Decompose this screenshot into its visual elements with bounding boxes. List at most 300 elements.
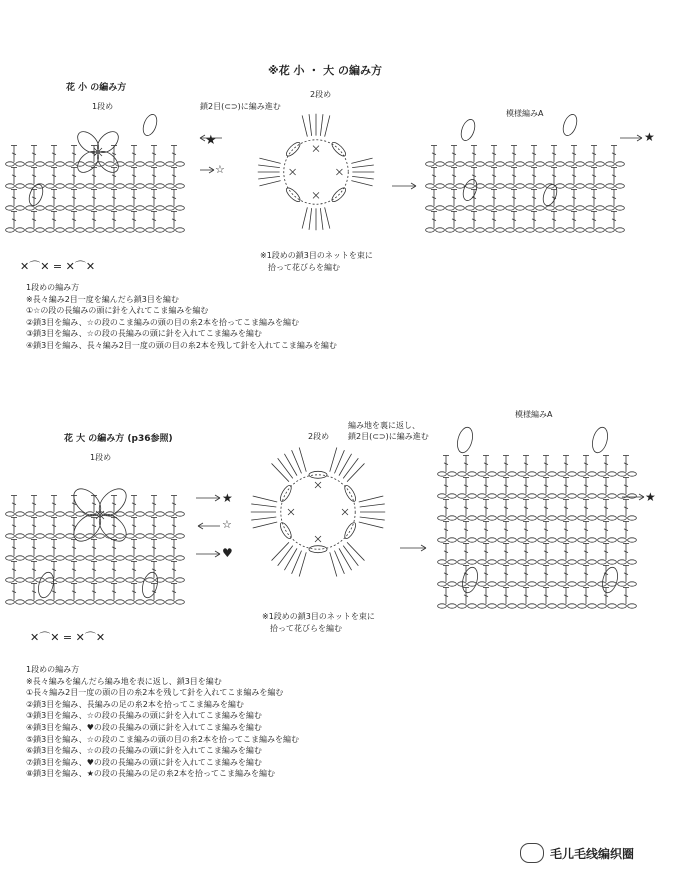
- chain-stitch: [596, 206, 605, 210]
- chain-stitch: [616, 206, 625, 210]
- chain-stitch: [496, 162, 505, 166]
- chain-stitch: [156, 206, 165, 210]
- chain-stitch: [16, 228, 25, 232]
- arrow: [209, 167, 214, 170]
- petal-stitch: [351, 158, 372, 163]
- chain-stitch: [46, 228, 55, 232]
- chain-stitch: [458, 604, 467, 608]
- arrow: [411, 183, 416, 186]
- large-net-note-2: 拾って花びらを編む: [270, 624, 342, 633]
- chain-stitch: [568, 472, 577, 476]
- chain-stitch: [546, 228, 555, 232]
- arrow: [215, 498, 220, 501]
- chain-stitch: [588, 472, 597, 476]
- leaf-petal: [140, 571, 160, 600]
- chain-stitch: [146, 578, 155, 582]
- chain-stitch: [76, 206, 85, 210]
- chain-stitch: [556, 184, 565, 188]
- chain-stitch: [548, 516, 557, 520]
- petal-stitch: [251, 504, 276, 507]
- leaf-petal: [141, 113, 160, 138]
- chain-stitch: [146, 228, 155, 232]
- chain-stitch: [488, 494, 497, 498]
- petal-stitch: [309, 114, 312, 136]
- wechat-icon: [520, 843, 544, 863]
- chain-stitch: [568, 582, 577, 586]
- arrow: [421, 548, 426, 551]
- chain-stitch: [508, 582, 517, 586]
- chain-stitch: [438, 560, 447, 564]
- chain-stitch: [46, 534, 55, 538]
- chain-stitch: [628, 538, 637, 542]
- chain-stitch: [556, 206, 565, 210]
- small-pattern-star-marker: ★: [644, 130, 655, 144]
- chain-stitch: [448, 538, 457, 542]
- chain-stitch: [176, 206, 185, 210]
- chain-stitch: [176, 512, 185, 516]
- small-row2-label: 2段め: [310, 90, 332, 99]
- chain-stitch: [496, 228, 505, 232]
- chain-stitch: [566, 162, 575, 166]
- chain-stitch: [518, 604, 527, 608]
- chain-stitch: [598, 560, 607, 564]
- chain-stitch: [96, 534, 105, 538]
- chain-stitch: [618, 472, 627, 476]
- chain-stitch: [478, 538, 487, 542]
- chain-stitch: [586, 162, 595, 166]
- chain-stitch: [528, 604, 537, 608]
- chain-stitch: [606, 162, 615, 166]
- chain-stitch: [26, 206, 35, 210]
- chain-stitch: [436, 206, 445, 210]
- large-steps-title: 1段めの編み方: [26, 665, 80, 674]
- chain-stitch: [448, 604, 457, 608]
- chain-stitch: [66, 512, 75, 516]
- large-step: ⑧鎖3目を編み、★の段の長編みの足の糸2本を拾ってこま編みを編む: [26, 769, 276, 779]
- chain-stitch: [618, 604, 627, 608]
- leaf-petal: [461, 178, 480, 203]
- chain-stitch: [546, 206, 555, 210]
- petal-stitch: [330, 552, 337, 576]
- chain-stitch: [526, 162, 535, 166]
- chain-stitch: [538, 560, 547, 564]
- chain-stitch: [498, 472, 507, 476]
- petal-stitch: [360, 517, 385, 520]
- arrow: [215, 551, 220, 554]
- leaf-petal: [590, 426, 610, 455]
- chain-stitch: [498, 538, 507, 542]
- chain-stitch: [456, 162, 465, 166]
- chain-stitch: [618, 582, 627, 586]
- large-step: ④鎖3目を編み、♥の段の長編みの頭に針を入れてこま編みを編む: [26, 722, 262, 732]
- petal-stitch: [352, 165, 374, 168]
- small-step: ④鎖3目を編み、長々編み2目一度の頭の目の糸2本を残して針を入れてこま編みを編む: [26, 340, 337, 350]
- chain-stitch: [608, 472, 617, 476]
- chain-stitch: [446, 162, 455, 166]
- chain-stitch: [6, 228, 15, 232]
- chain-stitch: [608, 538, 617, 542]
- large-row2-note-2: 鎖2目(⊂⊃)に編み進む: [348, 432, 429, 441]
- chain-stitch: [448, 494, 457, 498]
- chain-stitch: [56, 600, 65, 604]
- chain-stitch: [146, 184, 155, 188]
- chain-stitch: [16, 578, 25, 582]
- chain-stitch: [628, 516, 637, 520]
- chain-stitch: [96, 600, 105, 604]
- chain-stitch: [466, 184, 475, 188]
- chain-stitch: [126, 534, 135, 538]
- chain-stitch: [66, 206, 75, 210]
- petal-stitch: [325, 115, 330, 136]
- chain-stitch: [76, 578, 85, 582]
- chain-stitch: [458, 494, 467, 498]
- large-steps: [26, 664, 299, 780]
- chain-stitch: [343, 521, 358, 540]
- large-step: ②鎖3目を編み、長編みの足の糸2本を拾ってこま編みを編む: [26, 699, 244, 709]
- chain-stitch: [518, 560, 527, 564]
- chain-stitch: [116, 556, 125, 560]
- chain-stitch: [548, 494, 557, 498]
- chain-stitch: [508, 560, 517, 564]
- chain-stitch: [508, 494, 517, 498]
- chain-stitch: [426, 162, 435, 166]
- chain-stitch: [76, 228, 85, 232]
- chain-stitch: [166, 556, 175, 560]
- petal-stitch: [299, 552, 306, 576]
- chain-stitch: [438, 604, 447, 608]
- chain-stitch: [126, 206, 135, 210]
- chain-stitch: [538, 494, 547, 498]
- chain-stitch: [536, 228, 545, 232]
- chain-stitch: [628, 560, 637, 564]
- petal-stitch: [253, 522, 277, 528]
- chain-stitch: [588, 494, 597, 498]
- chain-stitch: [46, 600, 55, 604]
- chain-stitch: [558, 560, 567, 564]
- chain-stitch: [46, 512, 55, 516]
- page-title: ※花 小 ・ 大 の編み方: [268, 64, 383, 77]
- chain-stitch: [528, 538, 537, 542]
- chain-stitch: [586, 206, 595, 210]
- chain-stitch: [126, 162, 135, 166]
- chain-stitch: [156, 556, 165, 560]
- watermark: [520, 843, 634, 863]
- chain-stitch: [116, 600, 125, 604]
- chain-stitch: [598, 494, 607, 498]
- chain-stitch: [476, 228, 485, 232]
- large-row1-label: 1段め: [90, 453, 112, 462]
- large-pattern-star-marker: ★: [645, 490, 656, 504]
- chain-stitch: [76, 162, 85, 166]
- chain-stitch: [468, 560, 477, 564]
- arrow: [639, 494, 644, 497]
- chain-stitch: [6, 556, 15, 560]
- chain-stitch: [6, 512, 15, 516]
- petal-stitch: [352, 176, 374, 179]
- chain-stitch: [438, 538, 447, 542]
- chain-stitch: [36, 512, 45, 516]
- chain-stitch: [598, 472, 607, 476]
- chain-stitch: [426, 228, 435, 232]
- chain-stitch: [518, 494, 527, 498]
- chain-stitch: [628, 472, 637, 476]
- large-step: ※長々編みを編んだら編み地を表に返し、鎖3目を編む: [26, 676, 222, 686]
- chain-stitch: [586, 228, 595, 232]
- chain-stitch: [146, 512, 155, 516]
- chain-stitch: [476, 206, 485, 210]
- chain-stitch: [106, 600, 115, 604]
- chain-stitch: [136, 184, 145, 188]
- chain-stitch: [166, 512, 175, 516]
- chain-stitch: [146, 600, 155, 604]
- chain-stitch: [176, 228, 185, 232]
- chain-stitch: [16, 600, 25, 604]
- petal-stitch: [343, 458, 358, 478]
- large-step: ③鎖3目を編み、☆の段の長編みの頭に針を入れてこま編みを編む: [26, 711, 262, 721]
- chain-stitch: [126, 600, 135, 604]
- chain-stitch: [56, 184, 65, 188]
- chain-stitch: [468, 472, 477, 476]
- chain-stitch: [508, 516, 517, 520]
- chain-stitch: [468, 604, 477, 608]
- small-step: ※長々編み2目一度を編んだら鎖3目を編む: [26, 294, 179, 304]
- chain-stitch: [486, 206, 495, 210]
- small-step: ③鎖3目を編み、☆の段の長編みの頭に針を入れてこま編みを編む: [26, 329, 262, 339]
- chain-stitch: [608, 494, 617, 498]
- chain-stitch: [146, 162, 155, 166]
- chain-stitch: [96, 184, 105, 188]
- small-row1-label: 1段め: [92, 102, 114, 111]
- chain-stitch: [566, 184, 575, 188]
- chain-stitch: [46, 184, 55, 188]
- chain-stitch: [608, 560, 617, 564]
- chain-stitch: [26, 600, 35, 604]
- chain-stitch: [116, 228, 125, 232]
- chain-stitch: [66, 184, 75, 188]
- large-row2-label: 2段め: [308, 432, 330, 441]
- chain-stitch: [488, 472, 497, 476]
- chain-stitch: [616, 162, 625, 166]
- chain-stitch: [426, 206, 435, 210]
- chain-stitch: [116, 578, 125, 582]
- petal-stitch: [278, 546, 293, 566]
- chain-stitch: [146, 556, 155, 560]
- small-net-note-1: ※1段めの鎖3目のネットを束に: [260, 251, 373, 260]
- chain-stitch: [516, 206, 525, 210]
- chain-stitch: [578, 582, 587, 586]
- chain-stitch: [578, 604, 587, 608]
- chain-stitch: [156, 228, 165, 232]
- petal-stitch: [359, 496, 383, 502]
- chain-stitch: [568, 538, 577, 542]
- petal-stitch: [359, 522, 383, 528]
- chain-stitch: [436, 228, 445, 232]
- petal-stitch: [343, 546, 358, 566]
- chain-stitch: [488, 516, 497, 520]
- chain-stitch: [576, 206, 585, 210]
- chain-stitch: [106, 162, 115, 166]
- chain-stitch: [156, 184, 165, 188]
- arrow: [637, 138, 642, 141]
- chain-stitch: [588, 604, 597, 608]
- chain-stitch: [126, 556, 135, 560]
- chain-stitch: [506, 184, 515, 188]
- chain-stitch: [166, 578, 175, 582]
- chain-stitch: [548, 560, 557, 564]
- chain-stitch: [66, 578, 75, 582]
- large-star-marker: ★: [222, 491, 233, 505]
- chain-stitch: [498, 560, 507, 564]
- chain-stitch: [6, 162, 15, 166]
- chain-stitch: [576, 162, 585, 166]
- chain-stitch: [578, 494, 587, 498]
- chain-stitch: [538, 604, 547, 608]
- leaf-petal: [36, 571, 56, 600]
- chain-stitch: [66, 600, 75, 604]
- chain-stitch: [446, 184, 455, 188]
- large-step: ①長々編み2目一度の頭の目の糸2本を残して針を入れてこま編みを編む: [26, 688, 284, 698]
- large-step: ⑥鎖3目を編み、☆の段の長編みの頭に針を入れてこま編みを編む: [26, 746, 262, 756]
- chain-stitch: [566, 206, 575, 210]
- petal-stitch: [302, 207, 307, 228]
- chain-stitch: [126, 228, 135, 232]
- petal-stitch: [258, 165, 280, 168]
- chain-stitch: [558, 604, 567, 608]
- chain-stitch: [496, 184, 505, 188]
- chain-stitch: [598, 516, 607, 520]
- chain-stitch: [96, 206, 105, 210]
- chain-stitch: [136, 600, 145, 604]
- chain-stitch: [56, 512, 65, 516]
- chain-stitch: [476, 162, 485, 166]
- chain-stitch: [508, 604, 517, 608]
- chain-stitch: [284, 186, 302, 204]
- chain-stitch: [578, 560, 587, 564]
- chain-stitch: [56, 556, 65, 560]
- chain-stitch: [538, 516, 547, 520]
- chain-stitch: [36, 206, 45, 210]
- chain-stitch: [518, 516, 527, 520]
- chain-stitch: [608, 516, 617, 520]
- chain-stitch: [606, 184, 615, 188]
- chain-stitch: [26, 534, 35, 538]
- small-pattern-label: 模様編みA: [506, 109, 544, 118]
- chain-stitch: [528, 560, 537, 564]
- chain-stitch: [468, 494, 477, 498]
- chain-stitch: [56, 162, 65, 166]
- chain-stitch: [496, 206, 505, 210]
- chain-stitch: [518, 582, 527, 586]
- chain-stitch: [458, 516, 467, 520]
- leaf-petal: [600, 566, 620, 595]
- chain-stitch: [466, 206, 475, 210]
- chain-stitch: [616, 228, 625, 232]
- large-white-star-marker: ☆: [222, 518, 232, 531]
- chain-stitch: [438, 516, 447, 520]
- chain-stitch: [468, 516, 477, 520]
- chain-stitch: [146, 534, 155, 538]
- chain-stitch: [488, 582, 497, 586]
- chain-stitch: [106, 206, 115, 210]
- chain-stitch: [478, 516, 487, 520]
- chain-stitch: [588, 582, 597, 586]
- petal-stitch: [339, 454, 352, 476]
- chain-stitch: [126, 184, 135, 188]
- chain-stitch: [506, 228, 515, 232]
- chain-stitch: [458, 560, 467, 564]
- chain-stitch: [116, 184, 125, 188]
- chain-stitch: [116, 534, 125, 538]
- chain-stitch: [136, 228, 145, 232]
- arrow: [215, 554, 220, 557]
- chain-stitch: [508, 538, 517, 542]
- chain-stitch: [558, 516, 567, 520]
- chain-stitch: [56, 534, 65, 538]
- chain-stitch: [156, 512, 165, 516]
- petal-stitch: [284, 548, 297, 570]
- chain-stitch: [488, 560, 497, 564]
- arrow: [411, 186, 416, 189]
- chain-stitch: [6, 534, 15, 538]
- chain-stitch: [156, 162, 165, 166]
- small-steps-title: 1段めの編み方: [26, 283, 80, 292]
- chain-stitch: [498, 604, 507, 608]
- leaf-petal: [455, 426, 475, 455]
- arrow: [215, 495, 220, 498]
- chain-stitch: [284, 140, 302, 158]
- chain-stitch: [166, 206, 175, 210]
- chain-stitch: [588, 538, 597, 542]
- chain-stitch: [16, 534, 25, 538]
- chain-stitch: [558, 582, 567, 586]
- chain-stitch: [536, 206, 545, 210]
- chain-stitch: [16, 206, 25, 210]
- chain-stitch: [16, 184, 25, 188]
- chain-stitch: [518, 538, 527, 542]
- chain-stitch: [578, 516, 587, 520]
- chain-stitch: [309, 546, 327, 553]
- chain-stitch: [598, 582, 607, 586]
- chain-stitch: [556, 162, 565, 166]
- petal-stitch: [259, 158, 280, 163]
- chain-stitch: [506, 206, 515, 210]
- chain-stitch: [166, 600, 175, 604]
- chain-stitch: [156, 534, 165, 538]
- chain-stitch: [66, 162, 75, 166]
- petal-stitch: [320, 114, 323, 136]
- small-equation: ✕⌒✕ = ✕⌒✕: [20, 260, 96, 273]
- petal-stitch: [253, 496, 277, 502]
- chain-stitch: [628, 582, 637, 586]
- chain-stitch: [528, 582, 537, 586]
- chain-stitch: [448, 560, 457, 564]
- leaf-petal: [460, 566, 480, 595]
- chain-stitch: [86, 228, 95, 232]
- chain-stitch: [576, 228, 585, 232]
- chain-stitch: [96, 556, 105, 560]
- chain-stitch: [548, 604, 557, 608]
- chain-stitch: [498, 582, 507, 586]
- chain-stitch: [26, 556, 35, 560]
- chain-stitch: [438, 472, 447, 476]
- chain-stitch: [106, 578, 115, 582]
- chain-stitch: [528, 516, 537, 520]
- chain-stitch: [136, 512, 145, 516]
- chain-stitch: [596, 184, 605, 188]
- chain-stitch: [176, 600, 185, 604]
- chain-stitch: [36, 162, 45, 166]
- chain-stitch: [468, 538, 477, 542]
